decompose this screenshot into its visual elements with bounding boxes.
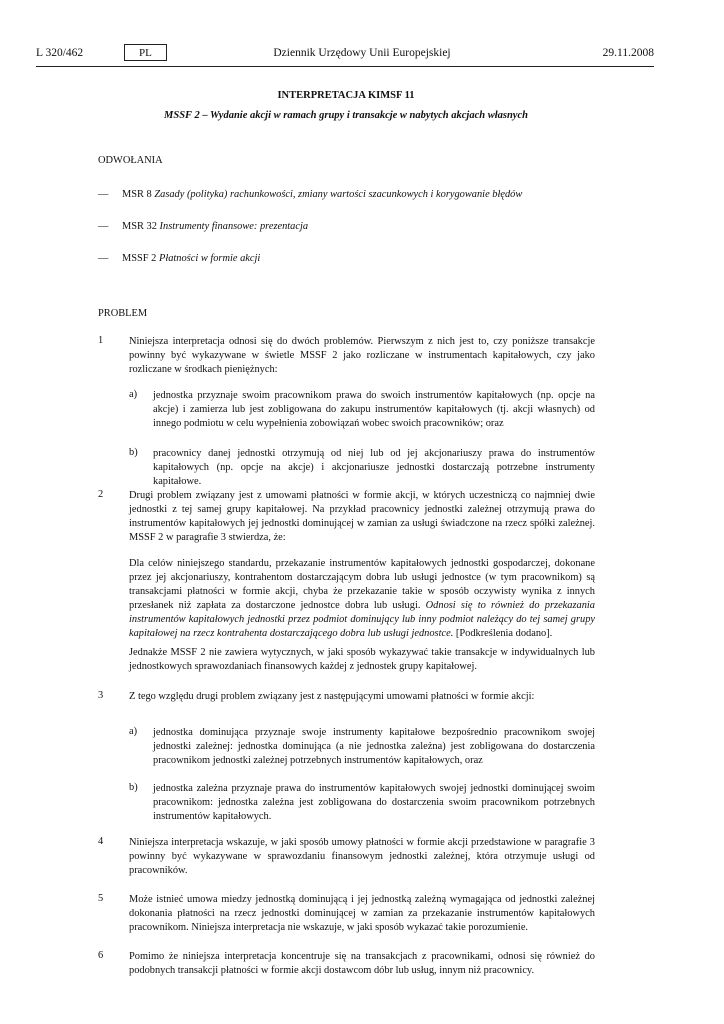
reference-title: Zasady (polityka) rachunkowości, zmiany wartości szacunkowych i korygowanie błędów: [154, 189, 523, 200]
reference-item: [122, 253, 260, 264]
item-label: a): [129, 389, 138, 400]
reference-item: [122, 189, 522, 200]
paragraph-number: 6: [98, 950, 104, 961]
item-text: jednostka zależna przyznaje prawa do instrumentów kapitałowych swojej jednostki dominującej swoim pracownikom: jednostka zależna jest zobligowana do dostarczenia swoim pracownikom potrzebnych instrumentów kapitałowych.: [153, 783, 595, 822]
reference-title: Instrumenty finansowe: prezentacja: [159, 221, 309, 232]
paragraph-text: Niniejsza interpretacja wskazuje, w jaki sposób umowy płatności w formie akcji przedstawione w paragrafie 3 powinny być wykazywane w sprawozdaniu finansowym jednostki zależnej, która otrzymuje usługi od pracowników.: [129, 837, 595, 876]
language-badge: PL: [124, 44, 167, 61]
reference-dash: —: [98, 189, 109, 200]
page-reference: L 320/462: [36, 47, 84, 59]
reference-prefix: MSSF 2: [122, 253, 159, 264]
paragraph-text: Niniejsza interpretacja odnosi się do dwóch problemów. Pierwszym z nich jest to, czy poniższe transakcje powinny być wykazywane w świetle MSSF 2 jako rozliczane w instrumentach kapitałowych, czy jako rozliczane w środkach pieniężnych:: [129, 336, 595, 375]
paragraph-text: Może istnieć umowa miedzy jednostką dominującą i jej jednostką zależną wymagająca od jednostki zależnej dokonania płatności na rzecz jednostki dominującej w zamian za przekazanie instrumentów kapitałowych pracownikom. Niniejsza interpretacja nie wskazuje, w jaki sposób wykazać takie porozumienie.: [129, 894, 595, 933]
paragraph-number: 3: [98, 690, 104, 701]
reference-dash: —: [98, 221, 109, 232]
problem-heading: PROBLEM: [98, 308, 148, 319]
journal-title: Dziennik Urzędowy Unii Europejskiej: [273, 47, 451, 59]
paragraph-number: 5: [98, 893, 104, 904]
paragraph-number: 4: [98, 836, 104, 847]
item-label: b): [129, 447, 138, 458]
quoted-paragraph: [129, 557, 595, 641]
paragraph-text: Drugi problem związany jest z umowami płatności w formie akcji, w których uczestniczą co najmniej dwie jednostki z tej samej grupy kapitałowej. Na przykład pracownicy jednostki zależnej otrzymują prawa do instrumentów kapitałowych jej jednostki dominującej w zamian za usługi świadczone na rzecz spółki zależnej. MSSF 2 w paragrafie 3 stwierdza, że:: [129, 490, 595, 543]
quote-emphasis: Odnosi się to również do przekazania instrumentów kapitałowych jednostki przez podmiot dominujący lub inny podmiot należący do tej samej grupy kapitałowej na rzecz kontrahenta dostarczającego dobra lub usługi jednostce.: [129, 600, 596, 639]
document-title: INTERPRETACJA KIMSF 11: [277, 90, 415, 101]
quote-tail: [Podkreślenia dodano].: [453, 628, 553, 639]
item-text: jednostka dominująca przyznaje swoje instrumenty kapitałowe bezpośrednio pracownikom swojej jednostki zależnej: jednostka dominująca (a nie jednostka zależna) jest zobligowana do dostarczenia pracownikom jednostki zależnej potrzebnych instrumentów kapitałowych, oraz: [153, 727, 595, 766]
quote-text: Dla celów niniejszego standardu, przekazanie instrumentów kapitałowych jednostki gospodarczej, dokonane przez jej akcjonariuszy, kontrahentom dostarczającym dobra lub usługi jednostce (w tym pracownikom) są transakcjami płatności w formie akcji, chyba że przekazanie takie w sposób oczywisty wynika z innych przesłanek niż zapłata za dostarczone jednostce dobra lub usługi.: [129, 558, 595, 611]
header-rule: [36, 66, 654, 67]
item-text: pracownicy danej jednostki otrzymują od niej lub od jej akcjonariuszy prawa do instrumentów kapitałowych (np. opcje na akcje) i akcjonariusze jednostki dostarczają potrzebne instrumenty kapitałowe.: [153, 448, 595, 487]
paragraph-text: Z tego względu drugi problem związany jest z następującymi umowami płatności w formie akcji:: [129, 691, 535, 702]
reference-prefix: MSR 32: [122, 221, 160, 232]
publication-date: 29.11.2008: [602, 47, 654, 59]
reference-title: Płatności w formie akcji: [158, 253, 261, 264]
paragraph-text: Pomimo że niniejsza interpretacja koncentruje się na transakcjach z pracownikami, odnosi się również do podobnych transakcji płatności w formie akcji dostawcom dóbr lub usług, innym niż pracownicy.: [129, 951, 595, 976]
reference-dash: —: [98, 253, 109, 264]
item-text: jednostka przyznaje swoim pracownikom prawa do swoich instrumentów kapitałowych (np. opcje na akcje) i zamierza lub jest zobligowana do zakupu instrumentów kapitałowych (tj. akcji własnych) od innego podmiotu w celu wypełnienia zobowiązań wobec swoich pracowników; oraz: [153, 390, 595, 429]
reference-prefix: MSR 8: [122, 189, 155, 200]
reference-item: [122, 221, 308, 232]
references-heading: ODWOŁANIA: [98, 155, 163, 166]
paragraph-text: Jednakże MSSF 2 nie zawiera wytycznych, w jaki sposób wykazywać takie transakcje w indywidualnych lub jednostkowych sprawozdaniach finansowych każdej z jednostek grupy kapitałowej.: [129, 647, 595, 672]
item-label: b): [129, 782, 138, 793]
document-subtitle: MSSF 2 – Wydanie akcji w ramach grupy i transakcje w nabytych akcjach własnych: [164, 110, 528, 121]
paragraph-number: 1: [98, 335, 104, 346]
paragraph-number: 2: [98, 489, 104, 500]
item-label: a): [129, 726, 138, 737]
